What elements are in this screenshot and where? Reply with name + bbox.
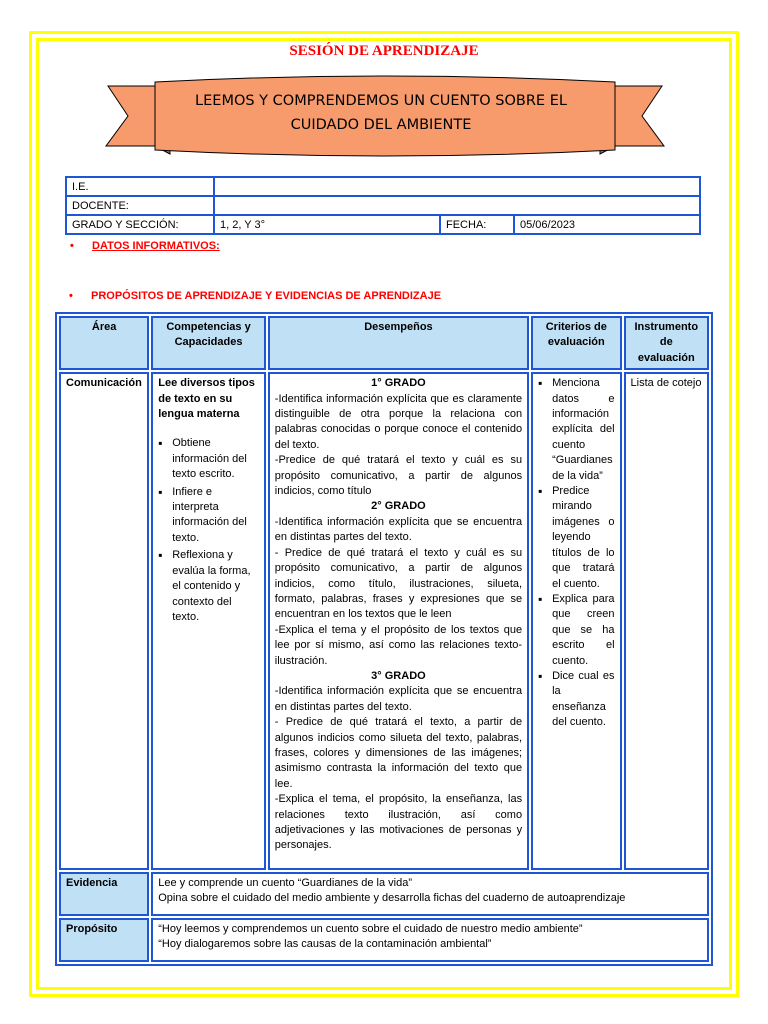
list-item: ▪ Obtiene información del texto escrito. bbox=[158, 436, 259, 482]
document-title: SESIÓN DE APRENDIZAJE bbox=[289, 43, 479, 59]
docente-label: DOCENTE: bbox=[66, 196, 214, 215]
proposito-line: “Hoy dialogaremos sobre las causas de la contaminación ambiental” bbox=[158, 938, 492, 951]
header-competencias: Competencias y Capacidades bbox=[151, 316, 266, 370]
competencias-cell bbox=[151, 372, 266, 870]
info-row-ie bbox=[66, 177, 700, 196]
grade-3-item: - Predice de qué tratará el texto, a partir de algunos indicios como silueta del texto, palabras, frases, colores y dimensiones de las imágenes; asimismo contrasta la información del texto que lee. bbox=[274, 716, 523, 790]
grado-label: GRADO Y SECCIÓN: bbox=[66, 215, 214, 234]
info-row-docente bbox=[66, 196, 700, 215]
grade-2-item: -Explica el tema y el propósito de los textos que lee por sí mismo, así como las relaciones texto-ilustración. bbox=[274, 623, 523, 667]
info-table bbox=[65, 176, 701, 235]
evidencia-line: Opina sobre el cuidado del medio ambiente y desarrolla fichas del cuaderno de autoaprendizaje bbox=[158, 892, 626, 905]
criterios-list bbox=[538, 376, 614, 730]
fecha-label: FECHA: bbox=[440, 215, 514, 234]
proposito-label: Propósito bbox=[59, 918, 149, 962]
grade-1-item: -Predice de qué tratará el texto y cuál es su propósito comunicativo, a partir de algunos indicios, como título bbox=[274, 454, 523, 498]
banner-line-2: CUIDADO DEL AMBIENTE bbox=[290, 117, 472, 133]
section-propositos: • PROPÓSITOS DE APRENDIZAJE Y EVIDENCIAS DE APRENDIZAJE bbox=[69, 290, 442, 302]
grado-value: 1, 2, Y 3° bbox=[214, 215, 440, 234]
grade-1-heading: 1° GRADO bbox=[371, 377, 426, 390]
banner-line-1: LEEMOS Y COMPRENDEMOS UN CUENTO SOBRE EL bbox=[195, 93, 567, 109]
list-item: ▪ Reflexiona y evalúa la forma, el contenido y contexto del texto. bbox=[158, 548, 259, 625]
evidencia-row bbox=[59, 872, 709, 916]
section-datos-informativos: • DATOS INFORMATIVOS: bbox=[70, 240, 220, 252]
proposito-cell bbox=[151, 918, 709, 962]
desempenos-cell bbox=[268, 372, 529, 870]
instrumento-cell: Lista de cotejo bbox=[624, 372, 709, 870]
header-desempenos: Desempeños bbox=[268, 316, 529, 370]
title-banner bbox=[100, 72, 670, 160]
bullet-dot: • bbox=[70, 240, 74, 252]
evidencia-line: Lee y comprende un cuento “Guardianes de la vida” bbox=[158, 876, 413, 889]
learning-table bbox=[55, 312, 713, 966]
evidencia-cell bbox=[151, 872, 709, 916]
fecha-value: 05/06/2023 bbox=[514, 215, 700, 234]
list-item: ▪ Explica para que creen que se ha escrito el cuento. bbox=[538, 592, 614, 669]
banner-title bbox=[155, 89, 607, 137]
docente-value bbox=[214, 196, 700, 215]
bullet-dot: • bbox=[69, 290, 73, 302]
area-cell: Comunicación bbox=[59, 372, 149, 870]
grade-2-heading: 2° GRADO bbox=[371, 500, 426, 513]
header-row bbox=[59, 316, 709, 370]
list-item: ▪ Predice mirando imágenes o leyendo títulos de lo que tratará el cuento. bbox=[538, 484, 614, 592]
grade-1-item: -Identifica información explícita que es claramente distinguible de otra porque la relaciona con palabras conocidas o porque conoce el contenido del texto. bbox=[274, 392, 523, 451]
header-area: Área bbox=[59, 316, 149, 370]
list-item: ▪ Dice cual es la enseñanza del cuento. bbox=[538, 669, 614, 731]
ie-value bbox=[214, 177, 700, 196]
grade-2-item: - Predice de qué tratará el texto y cuál es su propósito comunicativo, a partir de algunos indicios, como título, ilustraciones, silueta, formato, palabras, frases y expresiones que se encuentran en los textos que le leen bbox=[274, 546, 523, 621]
grade-3-item: -Explica el tema, el propósito, la enseñanza, las relaciones texto ilustración, así como adjetivaciones y las motivaciones de personas y personajes. bbox=[274, 793, 523, 852]
capacidades-list bbox=[158, 436, 259, 625]
criterios-cell bbox=[531, 372, 621, 870]
list-item: ▪ Menciona datos e información explícita del cuento “Guardianes de la vida” bbox=[538, 376, 614, 484]
header-instrumento: Instrumento de evaluación bbox=[624, 316, 709, 370]
proposito-line: “Hoy leemos y comprendemos un cuento sobre el cuidado de nuestro medio ambiente” bbox=[158, 922, 583, 935]
proposito-row bbox=[59, 918, 709, 962]
header-criterios: Criterios de evaluación bbox=[531, 316, 621, 370]
grade-3-heading: 3° GRADO bbox=[371, 669, 426, 682]
grade-2-item: -Identifica información explícita que se encuentra en distintas partes del texto. bbox=[274, 515, 523, 544]
list-item: ▪ Infiere e interpreta información del texto. bbox=[158, 485, 259, 547]
content-row bbox=[59, 372, 709, 870]
competencia-text: Lee diversos tipos de texto en su lengua materna bbox=[158, 377, 255, 421]
grade-3-item: -Identifica información explícita que se encuentra en distintas partes del texto. bbox=[274, 685, 523, 713]
evidencia-label: Evidencia bbox=[59, 872, 149, 916]
info-row-grado bbox=[66, 215, 700, 234]
ie-label: I.E. bbox=[66, 177, 214, 196]
